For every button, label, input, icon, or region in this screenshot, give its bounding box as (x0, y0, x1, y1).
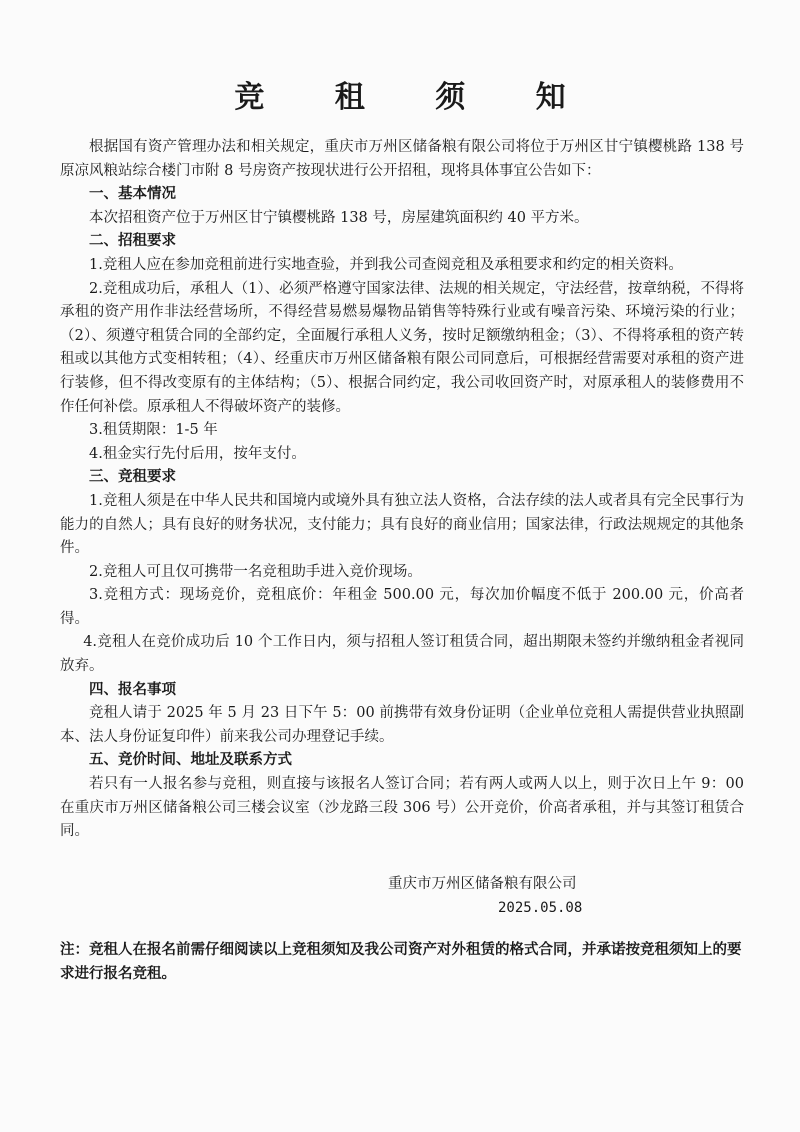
section-1-text: 本次招租资产位于万州区甘宁镇樱桃路 138 号，房屋建筑面积约 40 平方米。 (89, 209, 589, 226)
section-1-heading: 一、基本情况 (89, 186, 176, 203)
section-2-item: 2.竞租成功后，承租人（1）、必须严格遵守国家法律、法规的相关规定，守法经营，按章纳税，不得将承租的资产用作非法经营场所，不得经营易燃易爆物品销售等特殊行业或有噪音污染、环境污染的行业；（2）、须遵守租赁合同的全部约定，全面履行承租人义务，按时足额缴纳租金；（3）、不得将承租的资产转租或以其他方式变相转租；（4）、经重庆市万州区储备粮有限公司同意后，可根据经营需要对承租的资产进行装修，但不得改变原有的主体结构；（5）、根据合同约定，我公司收回资产时，对原承租人的装修费用不作任何补偿。原承租人不得破坏资产的装修。 (60, 280, 744, 415)
section-3-item: 1.竞租人须是在中华人民共和国境内或境外具有独立法人资格，合法存续的法人或者具有完全民事行为能力的自然人；具有良好的财务状况，支付能力；具有良好的商业信用；国家法律，行政法规规定的其他条件。 (60, 492, 744, 557)
section-4-text: 竞租人请于 2025 年 5 月 23 日下午 5：00 前携带有效身份证明（企业单位竞租人需提供营业执照副本、法人身份证复印件）前来我公司办理登记手续。 (60, 705, 744, 745)
section-2-item: 3.租赁期限：1-5 年 (89, 422, 218, 439)
signature-date: 2025.05.08 (498, 900, 583, 916)
footnote: 注：竞租人在报名前需仔细阅读以上竞租须知及我公司资产对外租赁的格式合同，并承诺按竞租须知上的要求进行报名竞租。 (60, 942, 742, 982)
section-5-heading: 五、竞价时间、地址及联系方式 (89, 752, 292, 769)
intro-paragraph: 根据国有资产管理办法和相关规定，重庆市万州区储备粮有限公司将位于万州区甘宁镇樱桃路 138 号原凉风粮站综合楼门市附 8 号房资产按现状进行公开招租，现将具体事宜公告如下： (60, 139, 744, 179)
section-2-heading: 二、招租要求 (89, 233, 176, 250)
section-3-item: 2.竞租人可且仅可携带一名竞租助手进入竞价现场。 (89, 563, 422, 580)
document-title: 竞 租 须 知 (234, 80, 596, 115)
section-4-heading: 四、报名事项 (89, 681, 176, 698)
section-2-item: 1.竞租人应在参加竞租前进行实地查验，并到我公司查阅竞租及承租要求和约定的相关资料。 (89, 256, 683, 273)
document-body (60, 136, 744, 844)
signature-block (388, 872, 582, 920)
signature-company: 重庆市万州区储备粮有限公司 (388, 876, 577, 892)
section-5-text: 若只有一人报名参与竞租，则直接与该报名人签订合同；若有两人或两人以上，则于次日上午 9：00 在重庆市万州区储备粮公司三楼会议室（沙龙路三段 306 号）公开竞价，价高者承租，并与其签订租赁合同。 (60, 776, 745, 840)
section-3-item: 4.竞租人在竞价成功后 10 个工作日内，须与招租人签订租赁合同，超出期限未签约并缴纳租金者视同放弃。 (60, 634, 744, 675)
section-2-item: 4.租金实行先付后用，按年支付。 (89, 445, 306, 462)
section-3-item: 3.竞租方式：现场竞价，竞租底价：年租金 500.00 元，每次加价幅度不低于 200.00 元，价高者得。 (60, 587, 744, 627)
section-3-heading: 三、竞租要求 (89, 469, 176, 486)
